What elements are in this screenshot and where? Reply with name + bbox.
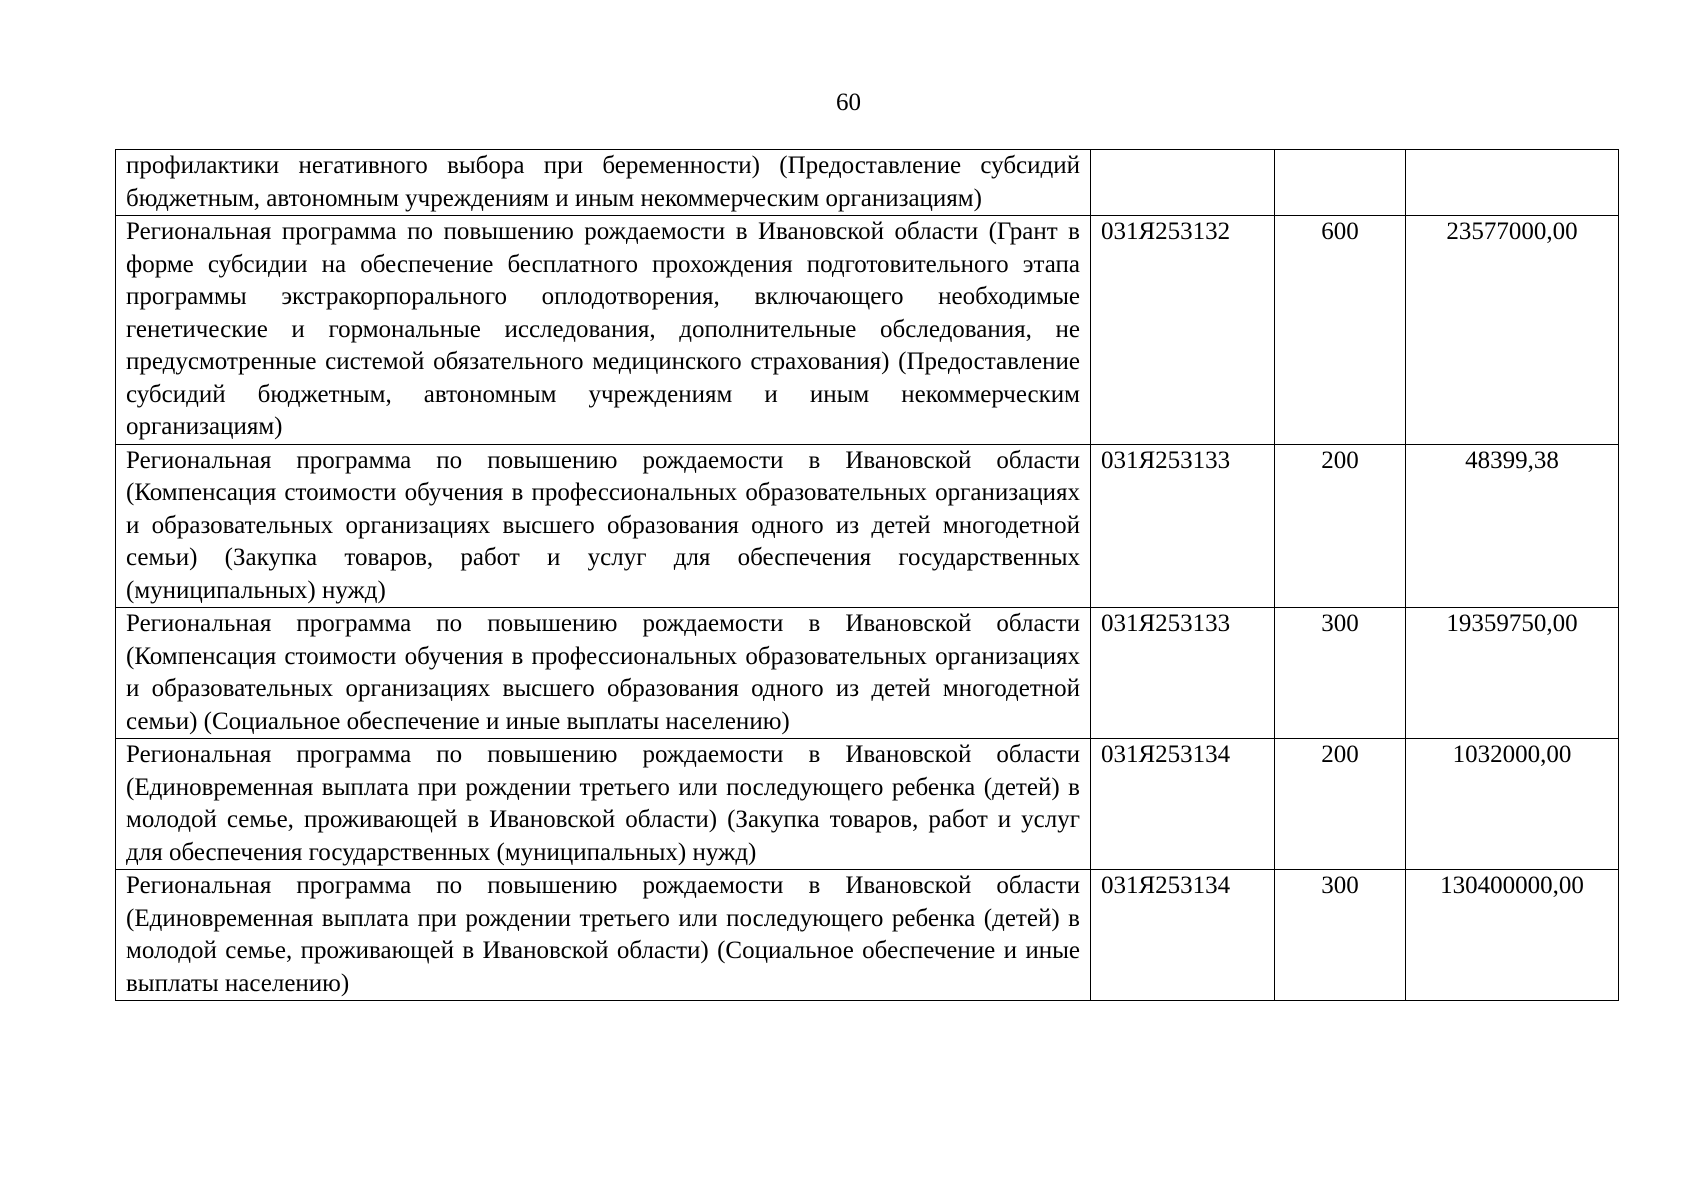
row-type-cell: 300 (1275, 870, 1406, 1001)
row-type-cell: 200 (1275, 739, 1406, 870)
row-code-cell: 031Я253132 (1091, 216, 1275, 445)
row-name-cell: Региональная программа по повышению рождаемости в Ивановской области (Компенсация стоимости обучения в профессиональных образовательных организациях и образовательных организациях высшего образования одного из детей многодетной семьи) (Социальное обеспечение и иные выплаты населению) (116, 608, 1091, 739)
table-row (116, 739, 1619, 870)
row-amount-cell: 19359750,00 (1406, 608, 1619, 739)
table-row (116, 150, 1619, 216)
table-row (116, 870, 1619, 1001)
table-row (116, 608, 1619, 739)
table-row (116, 444, 1619, 608)
row-name-cell: Региональная программа по повышению рождаемости в Ивановской области (Компенсация стоимости обучения в профессиональных образовательных организациях и образовательных организациях высшего образования одного из детей многодетной семьи) (Закупка товаров, работ и услуг для обеспечения государственных (муниципальных) нужд) (116, 444, 1091, 608)
row-amount-cell: 1032000,00 (1406, 739, 1619, 870)
row-type-cell: 600 (1275, 216, 1406, 445)
row-amount-cell (1406, 150, 1619, 216)
row-code-cell: 031Я253134 (1091, 739, 1275, 870)
table-row (116, 216, 1619, 445)
row-amount-cell: 23577000,00 (1406, 216, 1619, 445)
row-amount-cell: 48399,38 (1406, 444, 1619, 608)
row-name-cell: Региональная программа по повышению рождаемости в Ивановской области (Единовременная выплата при рождении третьего или последующего ребенка (детей) в молодой семье, проживающей в Ивановской области) (Закупка товаров, работ и услуг для обеспечения государственных (муниципальных) нужд) (116, 739, 1091, 870)
row-name-cell: профилактики негативного выбора при беременности) (Предоставление субсидий бюджетным, автономным учреждениям и иным некоммерческим организациям) (116, 150, 1091, 216)
row-code-cell: 031Я253134 (1091, 870, 1275, 1001)
row-code-cell: 031Я253133 (1091, 608, 1275, 739)
budget-table (115, 149, 1619, 1001)
row-code-cell (1091, 150, 1275, 216)
row-code-cell: 031Я253133 (1091, 444, 1275, 608)
row-type-cell: 200 (1275, 444, 1406, 608)
row-amount-cell: 130400000,00 (1406, 870, 1619, 1001)
row-name-cell: Региональная программа по повышению рождаемости в Ивановской области (Единовременная выплата при рождении третьего или последующего ребенка (детей) в молодой семье, проживающей в Ивановской области) (Социальное обеспечение и иные выплаты населению) (116, 870, 1091, 1001)
row-type-cell (1275, 150, 1406, 216)
page-number: 60 (836, 89, 861, 116)
row-type-cell: 300 (1275, 608, 1406, 739)
row-name-cell: Региональная программа по повышению рождаемости в Ивановской области (Грант в форме субсидии на обеспечение бесплатного прохождения подготовительного этапа программы экстракорпорального оплодотворения, включающего необходимые генетические и гормональные исследования, дополнительные обследования, не предусмотренные системой обязательного медицинского страхования) (Предоставление субсидий бюджетным, автономным учреждениям и иным некоммерческим организациям) (116, 216, 1091, 445)
